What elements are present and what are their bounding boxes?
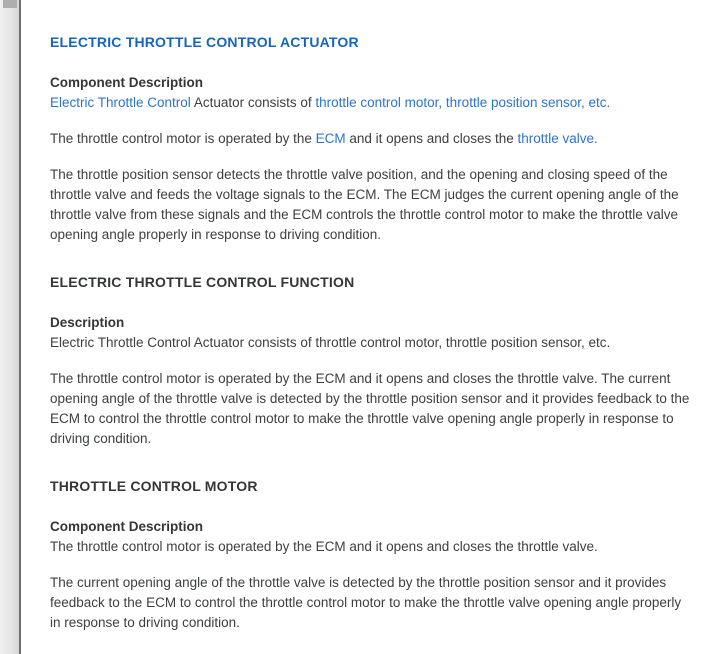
text-segment: Actuator consists of — [190, 95, 316, 110]
paragraph — [50, 537, 690, 557]
paragraph — [50, 129, 690, 149]
text-segment: The throttle position sensor detects the throttle valve position, and the opening and closing speed of the throttle valve and feeds the voltage signals to the ECM. The ECM judges the current opening angle of the throttle valve from these signals and the ECM controls the throttle control motor to make the throttle valve opening angle properly in response to driving condition. — [50, 167, 679, 242]
sections-container — [50, 73, 690, 633]
paragraph — [50, 93, 690, 113]
text-segment: Electric Throttle Control Actuator consists of throttle control motor, throttle position sensor, etc. — [50, 335, 611, 350]
text-segment: The throttle control motor is operated by the ECM and it opens and closes the throttle valve. — [50, 539, 598, 554]
paragraph — [50, 333, 690, 353]
text-segment: The throttle control motor is operated by the ECM and it opens and closes the throttle valve. The current opening angle of the throttle valve is detected by the throttle position sensor and it provides feedback to the ECM to control the throttle control motor to make the throttle valve opening angle properly in response to driving condition. — [50, 371, 690, 446]
section-heading: THROTTLE CONTROL MOTOR — [50, 478, 258, 494]
subheading: Description — [50, 315, 125, 330]
text-segment: The current opening angle of the throttle valve is detected by the throttle position sensor and it provides feedback to the ECM to control the throttle control motor to make the throttle valve opening angle properly in response to driving condition. — [50, 575, 682, 630]
paragraph — [50, 369, 690, 449]
subheading: Component Description — [50, 519, 204, 534]
paragraph — [50, 573, 690, 633]
text-segment: The throttle control motor is operated by the — [50, 131, 316, 146]
document-content — [21, 0, 710, 654]
subheading: Component Description — [50, 75, 204, 90]
inline-link[interactable]: Electric Throttle Control — [50, 95, 191, 110]
inline-link[interactable]: throttle valve. — [517, 131, 598, 146]
text-segment: and it opens and closes the — [345, 131, 518, 146]
inline-link[interactable]: throttle control motor, throttle position sensor, etc. — [315, 95, 611, 110]
left-scrollbar-track[interactable] — [0, 0, 19, 654]
paragraph — [50, 165, 690, 245]
document-body — [50, 33, 690, 633]
page-title: ELECTRIC THROTTLE CONTROL ACTUATOR — [50, 34, 359, 50]
section-heading: ELECTRIC THROTTLE CONTROL FUNCTION — [50, 274, 355, 290]
inline-link[interactable]: ECM — [315, 131, 346, 146]
scrollbar-thumb[interactable] — [3, 0, 17, 8]
